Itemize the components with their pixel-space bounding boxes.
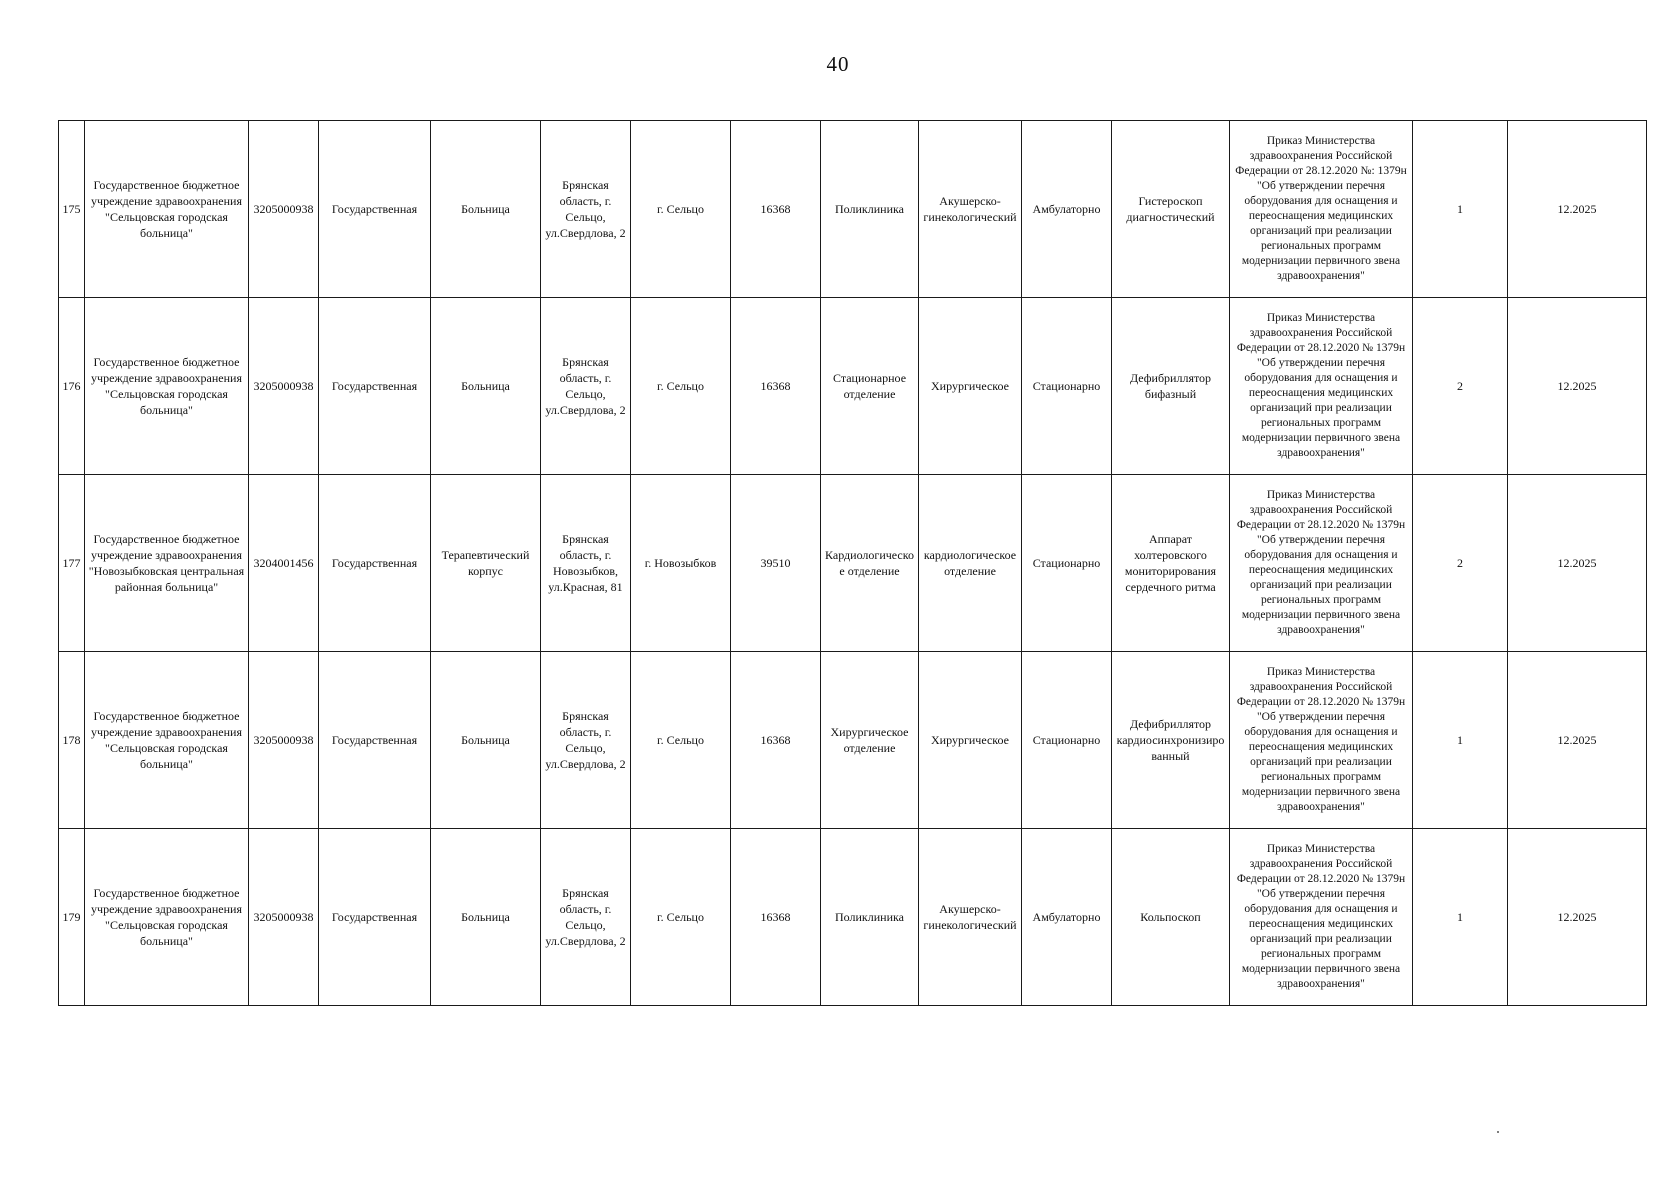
cell-quantity: 1	[1413, 829, 1508, 1006]
cell-code: 3205000938	[249, 298, 319, 475]
cell-legal-basis: Приказ Министерства здравоохранения Российской Федерации от 28.12.2020 № 1379н "Об утверждении перечня оборудования для оснащения и переоснащения медицинских организаций при реализации региональных программ модернизации первичного звена здравоохранения"	[1230, 652, 1413, 829]
cell-row-number: 176	[59, 298, 85, 475]
cell-organization: Государственное бюджетное учреждение здравоохранения "Сельцовская городская больница"	[85, 652, 249, 829]
cell-population: 39510	[731, 475, 821, 652]
cell-code: 3205000938	[249, 829, 319, 1006]
cell-city: г. Сельцо	[631, 652, 731, 829]
page-number: 40	[826, 52, 850, 76]
cell-row-number: 175	[59, 121, 85, 298]
cell-ownership: Государственная	[319, 121, 431, 298]
cell-organization: Государственное бюджетное учреждение здравоохранения "Сельцовская городская больница"	[85, 121, 249, 298]
table-row	[59, 121, 1647, 298]
cell-address: Брянская область, г. Сельцо, ул.Свердлова, 2	[541, 121, 631, 298]
cell-population: 16368	[731, 298, 821, 475]
cell-ownership: Государственная	[319, 475, 431, 652]
cell-equipment: Дефибриллятор бифазный	[1112, 298, 1230, 475]
cell-population: 16368	[731, 121, 821, 298]
cell-date: 12.2025	[1508, 829, 1647, 1006]
equipment-table	[58, 120, 1647, 1006]
cell-row-number: 178	[59, 652, 85, 829]
cell-code: 3205000938	[249, 121, 319, 298]
cell-care-form: Стационарно	[1022, 298, 1112, 475]
cell-profile: кардиологическое отделение	[919, 475, 1022, 652]
cell-unit: Кардиологическое отделение	[821, 475, 919, 652]
table-row	[59, 475, 1647, 652]
cell-date: 12.2025	[1508, 298, 1647, 475]
cell-date: 12.2025	[1508, 121, 1647, 298]
table-row	[59, 652, 1647, 829]
cell-profile: Хирургическое	[919, 298, 1022, 475]
cell-equipment: Гистероскоп диагностический	[1112, 121, 1230, 298]
cell-row-number: 177	[59, 475, 85, 652]
cell-legal-basis: Приказ Министерства здравоохранения Российской Федерации от 28.12.2020 № 1379н "Об утверждении перечня оборудования для оснащения и переоснащения медицинских организаций при реализации региональных программ модернизации первичного звена здравоохранения"	[1230, 829, 1413, 1006]
cell-building: Терапевтический корпус	[431, 475, 541, 652]
cell-building: Больница	[431, 829, 541, 1006]
cell-population: 16368	[731, 652, 821, 829]
cell-city: г. Сельцо	[631, 121, 731, 298]
cell-profile: Акушерско-гинекологический	[919, 829, 1022, 1006]
cell-equipment: Аппарат холтеровского мониторирования сердечного ритма	[1112, 475, 1230, 652]
scan-artifact	[1497, 1131, 1499, 1133]
cell-organization: Государственное бюджетное учреждение здравоохранения "Сельцовская городская больница"	[85, 298, 249, 475]
table-row	[59, 298, 1647, 475]
cell-address: Брянская область, г. Сельцо, ул.Свердлова, 2	[541, 829, 631, 1006]
cell-profile: Акушерско-гинекологический	[919, 121, 1022, 298]
cell-unit: Хирургическое отделение	[821, 652, 919, 829]
cell-code: 3205000938	[249, 652, 319, 829]
cell-legal-basis: Приказ Министерства здравоохранения Российской Федерации от 28.12.2020 № 1379н "Об утверждении перечня оборудования для оснащения и переоснащения медицинских организаций при реализации региональных программ модернизации первичного звена здравоохранения"	[1230, 298, 1413, 475]
cell-address: Брянская область, г. Новозыбков, ул.Красная, 81	[541, 475, 631, 652]
cell-city: г. Сельцо	[631, 298, 731, 475]
cell-care-form: Амбулаторно	[1022, 121, 1112, 298]
cell-quantity: 2	[1413, 298, 1508, 475]
cell-care-form: Стационарно	[1022, 475, 1112, 652]
cell-address: Брянская область, г. Сельцо, ул.Свердлова, 2	[541, 298, 631, 475]
cell-city: г. Сельцо	[631, 829, 731, 1006]
cell-care-form: Стационарно	[1022, 652, 1112, 829]
cell-building: Больница	[431, 121, 541, 298]
cell-legal-basis: Приказ Министерства здравоохранения Российской Федерации от 28.12.2020 № 1379н "Об утверждении перечня оборудования для оснащения и переоснащения медицинских организаций при реализации региональных программ модернизации первичного звена здравоохранения"	[1230, 475, 1413, 652]
cell-profile: Хирургическое	[919, 652, 1022, 829]
cell-ownership: Государственная	[319, 652, 431, 829]
cell-row-number: 179	[59, 829, 85, 1006]
cell-ownership: Государственная	[319, 829, 431, 1006]
cell-quantity: 1	[1413, 121, 1508, 298]
cell-unit: Стационарное отделение	[821, 298, 919, 475]
cell-date: 12.2025	[1508, 652, 1647, 829]
cell-organization: Государственное бюджетное учреждение здравоохранения "Новозыбковская центральная районная больница"	[85, 475, 249, 652]
cell-quantity: 1	[1413, 652, 1508, 829]
table-row	[59, 829, 1647, 1006]
cell-quantity: 2	[1413, 475, 1508, 652]
cell-unit: Поликлиника	[821, 121, 919, 298]
cell-care-form: Амбулаторно	[1022, 829, 1112, 1006]
cell-city: г. Новозыбков	[631, 475, 731, 652]
cell-legal-basis: Приказ Министерства здравоохранения Российской Федерации от 28.12.2020 №: 1379н "Об утверждении перечня оборудования для оснащения и переоснащения медицинских организаций при реализации региональных программ модернизации первичного звена здравоохранения"	[1230, 121, 1413, 298]
cell-code: 3204001456	[249, 475, 319, 652]
cell-equipment: Дефибриллятор кардиосинхронизированный	[1112, 652, 1230, 829]
cell-address: Брянская область, г. Сельцо, ул.Свердлова, 2	[541, 652, 631, 829]
cell-population: 16368	[731, 829, 821, 1006]
cell-equipment: Кольпоскоп	[1112, 829, 1230, 1006]
cell-date: 12.2025	[1508, 475, 1647, 652]
cell-unit: Поликлиника	[821, 829, 919, 1006]
cell-building: Больница	[431, 652, 541, 829]
cell-building: Больница	[431, 298, 541, 475]
cell-organization: Государственное бюджетное учреждение здравоохранения "Сельцовская городская больница"	[85, 829, 249, 1006]
cell-ownership: Государственная	[319, 298, 431, 475]
